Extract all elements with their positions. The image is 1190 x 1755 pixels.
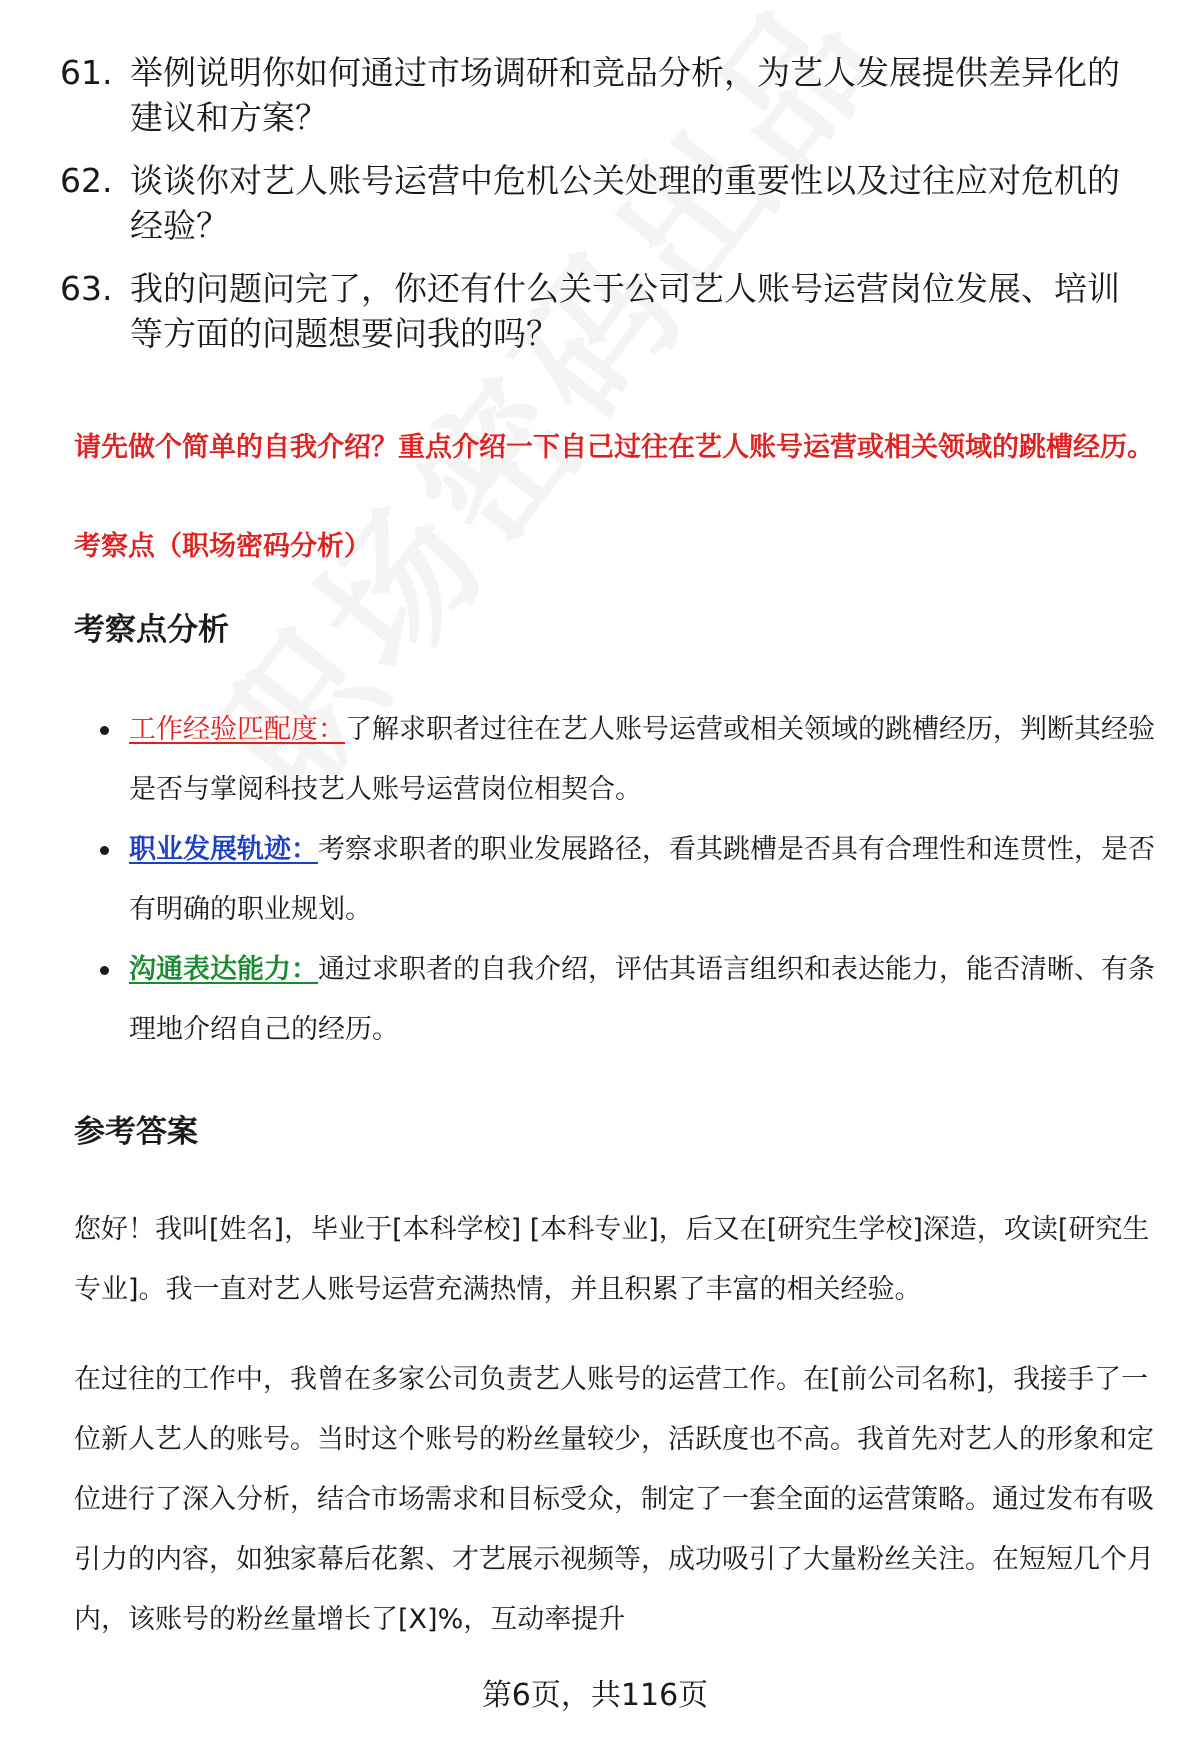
bullet-key: 沟通表达能力： (129, 954, 318, 985)
question-62 (60, 158, 1150, 248)
question-text: 举例说明你如何通过市场调研和竞品分析，为艺人发展提供差异化的建议和方案？ (130, 53, 1120, 137)
bullet-career-path (100, 820, 1160, 940)
bullet-text: 通过求职者的自我介绍，评估其语言组织和表达能力，能否清晰、有条理地介绍自己的经历。 (129, 954, 1155, 1045)
question-61 (60, 50, 1150, 140)
bullet-communication (100, 940, 1160, 1060)
page-number: 第6页，共116页 (481, 1678, 709, 1713)
answer-heading: 参考答案 (74, 1114, 198, 1150)
question-number: 61. (60, 53, 113, 92)
bullet-experience-match (100, 700, 1160, 820)
bullet-dot (100, 966, 109, 975)
question-text: 我的问题问完了，你还有什么关于公司艺人账号运营岗位发展、培训等方面的问题想要问我的吗？ (130, 269, 1120, 353)
assessment-subtitle: 考察点（职场密码分析） (74, 531, 371, 562)
analysis-heading: 考察点分析 (74, 612, 229, 648)
bullet-dot (100, 726, 109, 735)
question-text: 谈谈你对艺人账号运营中危机公关处理的重要性以及过往应对危机的经验？ (130, 161, 1120, 245)
question-number: 62. (60, 161, 113, 200)
bullet-text: 考察求职者的职业发展路径，看其跳槽是否具有合理性和连贯性，是否有明确的职业规划。 (129, 834, 1155, 925)
interview-question: 请先做个简单的自我介绍？重点介绍一下自己过往在艺人账号运营或相关领域的跳槽经历。 (74, 432, 1154, 463)
answer-paragraph-2: 在过往的工作中，我曾在多家公司负责艺人账号的运营工作。在[前公司名称]，我接手了一位新人艺人的账号。当时这个账号的粉丝量较少，活跃度也不高。我首先对艺人的形象和定位进行了深入分析，结合市场需求和目标受众，制定了一套全面的运营策略。通过发布有吸引力的内容，如独家幕后花絮、才艺展示视频等，成功吸引了大量粉丝关注。在短短几个月内，该账号的粉丝量增长了[X]%，互动率提升 (74, 1364, 1154, 1635)
bullet-text: 了解求职者过往在艺人账号运营或相关领域的跳槽经历，判断其经验是否与掌阅科技艺人账号运营岗位相契合。 (129, 714, 1155, 805)
bullet-dot (100, 846, 109, 855)
question-number: 63. (60, 269, 113, 308)
answer-paragraph-1: 您好！我叫[姓名]，毕业于[本科学校] [本科专业]，后又在[研究生学校]深造，攻读[研究生专业]。我一直对艺人账号运营充满热情，并且积累了丰富的相关经验。 (74, 1214, 1150, 1305)
bullet-key: 职业发展轨迹： (129, 834, 318, 865)
bullet-key: 工作经验匹配度： (129, 714, 345, 745)
question-63 (60, 266, 1150, 356)
